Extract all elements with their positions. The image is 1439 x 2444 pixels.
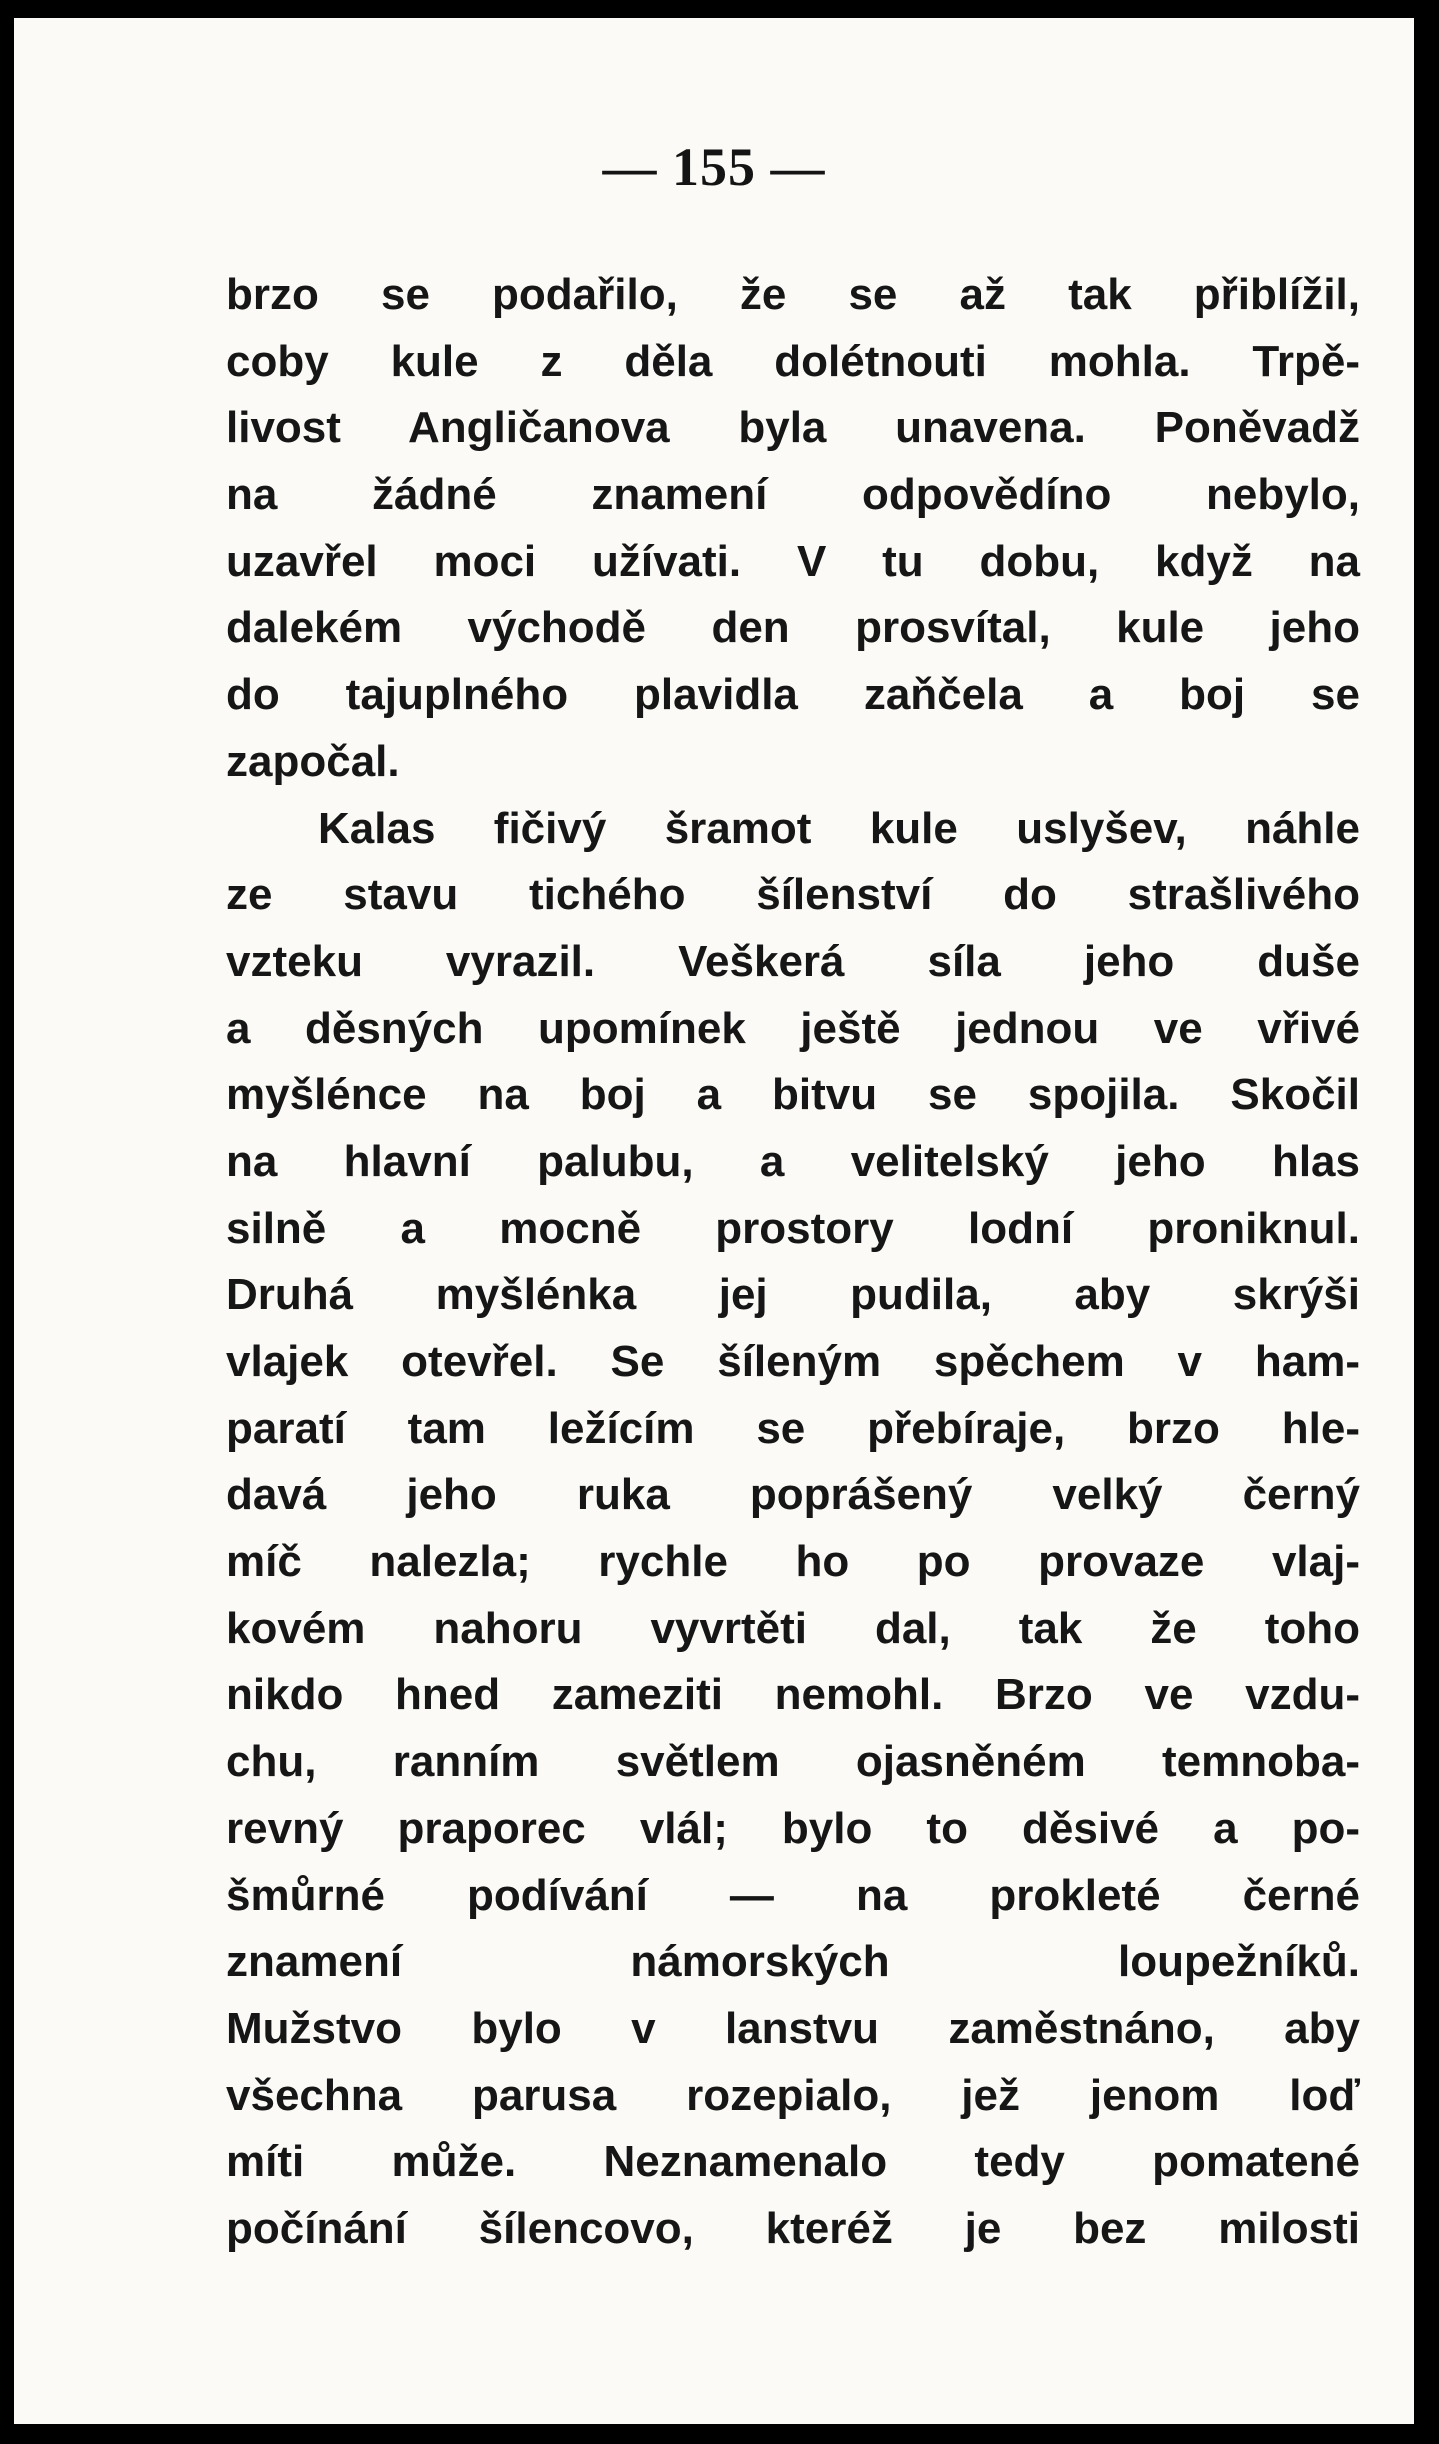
- text-line: všechna parusa rozepialo, jež jenom loď: [226, 2070, 1360, 2120]
- text-line: nikdo hned zameziti nemohl. Brzo ve vzdu-: [226, 1670, 1360, 1720]
- text-line: kovém nahoru vyvrtěti dal, tak že toho: [226, 1603, 1360, 1653]
- text-line: myšlénce na boj a bitvu se spojila. Skočil: [226, 1070, 1360, 1120]
- text-line: Kalas fičivý šramot kule uslyšev, náhle: [318, 803, 1360, 853]
- text-line: míč nalezla; rychle ho po provaze vlaj-: [226, 1537, 1360, 1587]
- text-line: revný praporec vlál; bylo to děsivé a po-: [226, 1803, 1360, 1853]
- body-text: [226, 262, 1360, 2263]
- text-line: coby kule z děla dolétnouti mohla. Trpě-: [226, 336, 1360, 386]
- text-line: livost Angličanova byla unavena. Poněvadž: [226, 403, 1360, 453]
- text-line: na žádné znamení odpovědíno nebylo,: [226, 470, 1360, 520]
- text-line: dalekém východě den prosvítal, kule jeho: [226, 603, 1360, 653]
- text-line: vzteku vyrazil. Veškerá síla jeho duše: [226, 936, 1360, 986]
- text-line: a děsných upomínek ještě jednou ve vřivé: [226, 1003, 1360, 1053]
- text-line: brzo se podařilo, že se až tak přiblížil,: [226, 270, 1360, 319]
- text-line: počínání šílencovo, kteréž je bez milosti: [226, 2203, 1360, 2253]
- text-line: uzavřel moci užívati. V tu dobu, když na: [226, 536, 1360, 586]
- text-line: davá jeho ruka poprášený velký černý: [226, 1470, 1360, 1520]
- text-line: na hlavní palubu, a velitelský jeho hlas: [226, 1136, 1360, 1186]
- text-line: chu, ranním světlem ojasněném temnoba-: [226, 1737, 1360, 1787]
- text-line: ze stavu tichého šílenství do strašlivého: [226, 870, 1360, 920]
- text-line: míti může. Neznamenalo tedy pomatené: [226, 2137, 1360, 2187]
- book-page: [14, 18, 1414, 2424]
- text-line: do tajuplného plavidla zaňčela a boj se: [226, 670, 1360, 720]
- text-line: Druhá myšlénka jej pudila, aby skrýši: [226, 1270, 1360, 1320]
- text-line: silně a mocně prostory lodní proniknul.: [226, 1203, 1360, 1253]
- text-line: započal.: [226, 736, 400, 786]
- text-line: paratí tam ležícím se přebíraje, brzo hle-: [226, 1403, 1360, 1453]
- page-number: — 155 —: [602, 137, 826, 197]
- text-line: vlajek otevřel. Se šíleným spěchem v ham-: [226, 1337, 1360, 1386]
- text-line: šmůrné podívání — na prokleté černé: [226, 1870, 1360, 1920]
- text-line: znamení námorských loupežníků.: [226, 1937, 1360, 1987]
- text-line: Mužstvo bylo v lanstvu zaměstnáno, aby: [226, 2003, 1360, 2053]
